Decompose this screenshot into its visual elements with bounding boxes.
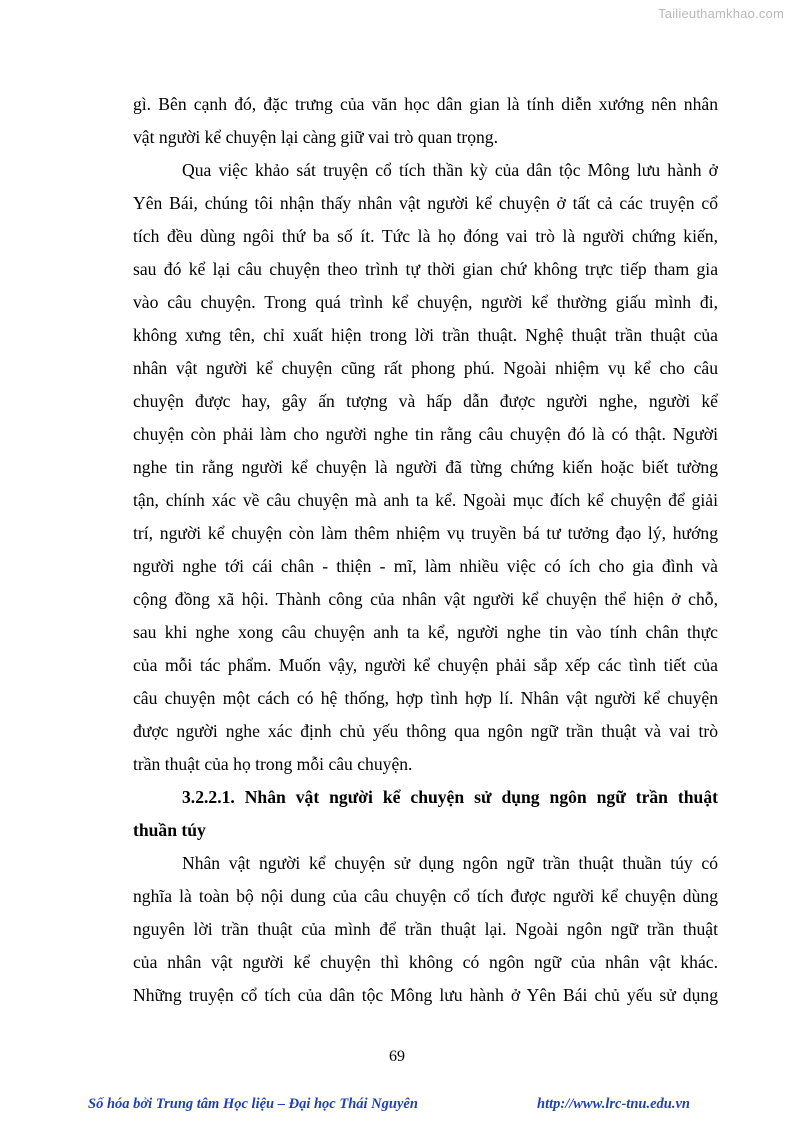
watermark: Tailieuthamkhao.com (658, 6, 784, 21)
text-line: vào câu chuyện. Trong quá trình kể chuyện, người kể thường giấu mình đi, (133, 292, 718, 312)
text-line: gì. Bên cạnh đó, đặc trưng của văn học dân gian là tính diễn xướng nên nhân (133, 94, 718, 114)
section-heading: 3.2.2.1. Nhân vật người kể chuyện sử dụng ngôn ngữ trần thuật (182, 787, 718, 807)
text-line: sau khi nghe xong câu chuyện anh ta kể, người nghe tin vào tính chân thực (133, 622, 718, 642)
text-line: Yên Bái, chúng tôi nhận thấy nhân vật người kể chuyện ở tất cả các truyện cổ (133, 193, 718, 213)
footer-source: Số hóa bởi Trung tâm Học liệu – Đại học Thái Nguyên (88, 1096, 418, 1112)
text-line: chuyện được hay, gây ấn tượng và hấp dẫn được người nghe, người kể (133, 391, 718, 411)
text-line: trí, người kể chuyện còn làm thêm nhiệm vụ truyền bá tư tưởng đạo lý, hướng (133, 523, 718, 543)
text-line: Những truyện cổ tích của dân tộc Mông lưu hành ở Yên Bái chủ yếu sử dụng (133, 985, 718, 1005)
text-line: nghe tin rằng người kể chuyện là người đã từng chứng kiến hoặc biết tường (133, 457, 718, 477)
footer-link[interactable]: http://www.lrc-tnu.edu.vn (537, 1096, 690, 1112)
text-line: câu chuyện một cách có hệ thống, hợp tình hợp lí. Nhân vật người kể chuyện (133, 688, 718, 708)
text-line: tích đều dùng ngôi thứ ba số ít. Tức là họ đóng vai trò là người chứng kiến, (133, 226, 718, 246)
page-number: 69 (389, 1048, 405, 1065)
text-line: cộng đồng xã hội. Thành công của nhân vật người kể chuyện thể hiện ở chỗ, (133, 589, 718, 609)
text-line: nguyên lời trần thuật của mình để trần thuật lại. Ngoài ngôn ngữ trần thuật (133, 919, 718, 939)
text-line: nhân vật người kể chuyện cũng rất phong phú. Ngoài nhiệm vụ kể cho câu (133, 358, 718, 378)
text-line: trần thuật của họ trong mỗi câu chuyện. (133, 754, 413, 774)
text-line: vật người kể chuyện lại càng giữ vai trò quan trọng. (133, 127, 499, 147)
text-line: Qua việc khảo sát truyện cổ tích thần kỳ của dân tộc Mông lưu hành ở (182, 160, 718, 180)
text-line: sau đó kể lại câu chuyện theo trình tự thời gian chứ không trực tiếp tham gia (133, 259, 718, 279)
text-line: Nhân vật người kể chuyện sử dụng ngôn ngữ trần thuật thuần túy có (182, 853, 718, 873)
text-line: người nghe tới cái chân - thiện - mĩ, làm nhiều việc có ích cho gia đình và (133, 556, 718, 576)
section-heading-continued: thuần túy (133, 820, 206, 840)
text-line: không xưng tên, chỉ xuất hiện trong lời trần thuật. Nghệ thuật trần thuật của (133, 325, 718, 345)
text-line: chuyện còn phải làm cho người nghe tin rằng câu chuyện đó là có thật. Người (133, 424, 718, 444)
text-line: nghĩa là toàn bộ nội dung của câu chuyện cổ tích được người kể chuyện dùng (133, 886, 718, 906)
text-line: của nhân vật người kể chuyện thì không có ngôn ngữ của nhân vật khác. (133, 952, 718, 972)
text-line: được người nghe xác định chủ yếu thông qua ngôn ngữ trần thuật và vai trò (133, 721, 718, 741)
text-line: của mỗi tác phẩm. Muốn vậy, người kể chuyện phải sắp xếp các tình tiết của (133, 655, 718, 675)
text-line: tận, chính xác về câu chuyện mà anh ta kể. Ngoài mục đích kể chuyện để giải (133, 490, 718, 510)
